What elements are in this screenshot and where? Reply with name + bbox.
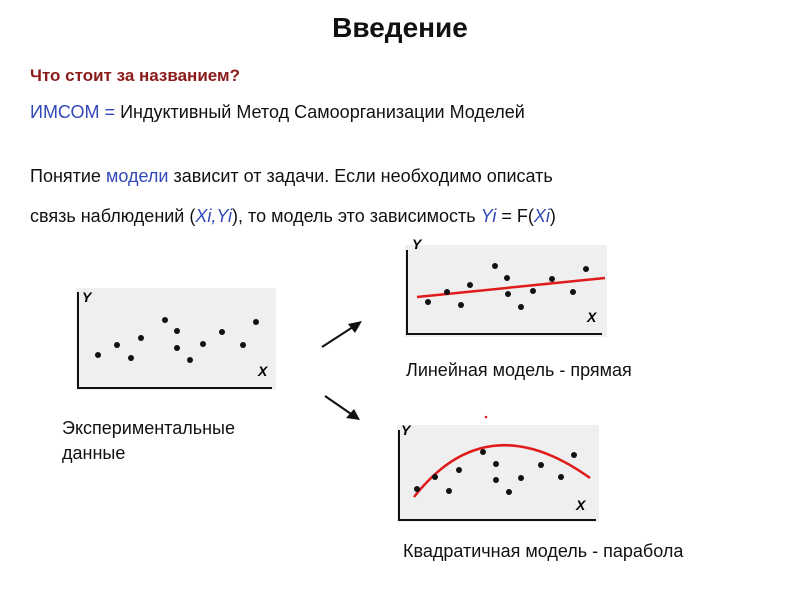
arrow-to-linear — [322, 321, 362, 347]
experimental-y-label: Y — [82, 289, 92, 305]
data-point — [219, 329, 225, 335]
data-point — [456, 467, 462, 473]
stray-mark — [485, 416, 488, 419]
data-point — [240, 342, 246, 348]
data-point — [518, 475, 524, 481]
data-point — [138, 335, 144, 341]
experimental-scatter — [76, 288, 276, 390]
arrow-to-quadratic — [325, 396, 360, 420]
data-point — [174, 345, 180, 351]
data-point — [571, 452, 577, 458]
linear-model-plot — [405, 236, 607, 337]
slide-title: Введение — [332, 12, 468, 43]
data-point — [128, 355, 134, 361]
para2-text-c: = F( — [501, 206, 534, 226]
para2-text-d: ) — [549, 206, 556, 226]
linear-plot-bg — [405, 245, 607, 337]
data-point — [200, 341, 206, 347]
data-point — [505, 291, 511, 297]
data-point — [458, 302, 464, 308]
data-point — [95, 352, 101, 358]
para1-text-b: зависит от задачи. Если необходимо описать — [173, 166, 553, 186]
data-point — [493, 477, 499, 483]
imsom-abbr: ИМСОМ = — [30, 102, 116, 122]
data-point — [425, 299, 431, 305]
data-point — [467, 282, 473, 288]
quadratic-y-label: Y — [401, 422, 411, 438]
data-point — [493, 461, 499, 467]
data-point — [492, 263, 498, 269]
experimental-x-label: X — [258, 363, 268, 379]
data-point — [162, 317, 168, 323]
caption-linear-model: Линейная модель - прямая — [406, 360, 632, 380]
data-point — [583, 266, 589, 272]
data-point — [570, 289, 576, 295]
para2-text-a: связь наблюдений ( — [30, 206, 196, 226]
imsom-full: Индуктивный Метод Самоорганизации Моделей — [120, 102, 525, 122]
quadratic-x-label: X — [576, 497, 586, 513]
para2-text-b: ), то модель это зависимость — [232, 206, 476, 226]
caption-quadratic-model: Квадратичная модель - парабола — [403, 541, 684, 561]
caption-experimental-data: Экспериментальные данные — [62, 418, 235, 463]
linear-y-label: Y — [412, 236, 422, 252]
slide-subtitle: Что стоит за названием? — [30, 66, 240, 85]
data-point — [253, 319, 259, 325]
data-point — [414, 486, 420, 492]
para1-text-a: Понятие — [30, 166, 101, 186]
data-point — [432, 474, 438, 480]
data-point — [504, 275, 510, 281]
data-point — [114, 342, 120, 348]
para1-highlight: модели — [105, 166, 169, 186]
data-point — [174, 328, 180, 334]
para2-yi: Yi — [480, 206, 497, 226]
data-point — [446, 488, 452, 494]
data-point — [480, 449, 486, 455]
data-point — [518, 304, 524, 310]
data-point — [506, 489, 512, 495]
experimental-scatter-bg — [76, 288, 276, 390]
data-point — [538, 462, 544, 468]
para2-xi2: Xi — [533, 206, 550, 226]
linear-x-label: X — [587, 309, 597, 325]
para2-xi: Xi,Yi — [195, 206, 233, 226]
data-point — [549, 276, 555, 282]
data-point — [558, 474, 564, 480]
data-point — [530, 288, 536, 294]
data-point — [444, 289, 450, 295]
quadratic-plot-bg — [397, 425, 599, 522]
data-point — [187, 357, 193, 363]
quadratic-model-plot — [397, 416, 599, 522]
